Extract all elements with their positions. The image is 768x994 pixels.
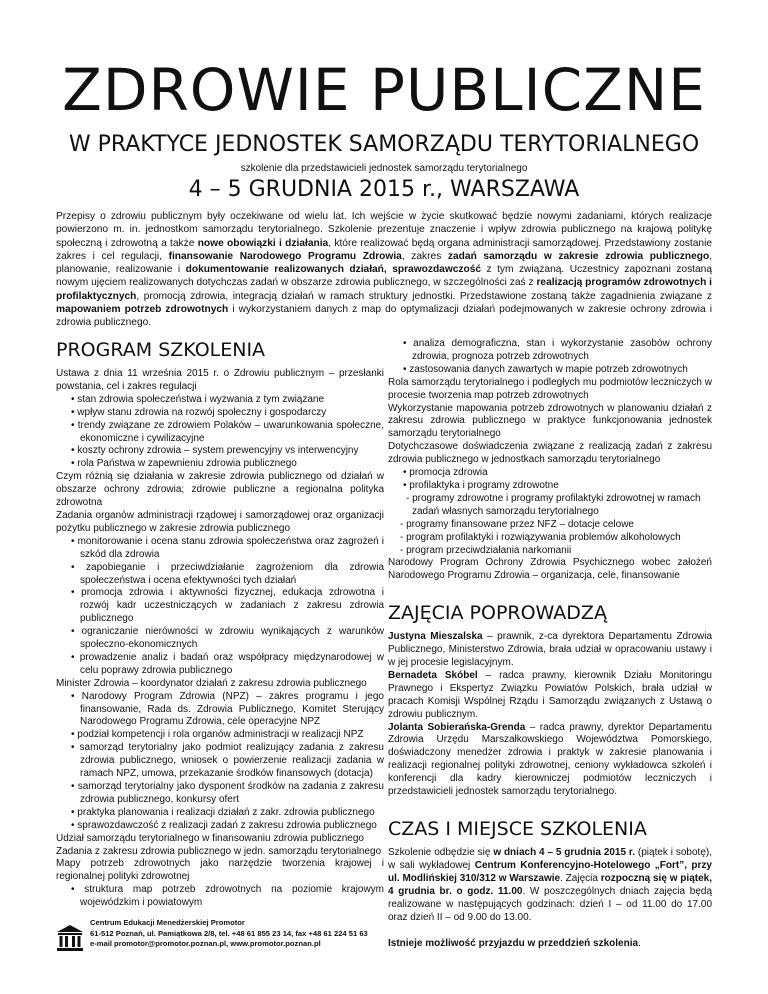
list-item: - program przeciwdziałania narkomanii [400,544,572,556]
bullet-list-3 [56,691,384,833]
list-item: • koszty ochrony zdrowia – system prewencyjny vs interwencyjny [71,445,359,457]
footer-contact: e-mail promotor@promotor.poznan.pl, www.promotor.poznan.pl [90,939,321,949]
bullet-list-5 [388,467,712,493]
footer-text [90,918,368,950]
program-paragraph: Narodowy Program Ochrony Zdrowia Psychicznego wobec założeń Narodowego Programu Zdrowia – organizacja, cele, finansowanie [388,557,712,582]
list-item: - program profilaktyki i rozwiązywania problemów alkoholowych [400,531,681,543]
program-heading: PROGRAM SZKOLENIA [56,339,266,361]
footer-org: Centrum Edukacji Menedżerskiej Promotor [90,918,245,927]
list-item: • zapobieganie i przeciwdziałanie zagrożeniom dla zdrowia społeczeństwa i ocena efektywności tych działań [71,561,384,586]
building-columns-icon [56,924,84,952]
left-column [56,338,384,910]
dash-list [388,493,712,558]
list-item: • analiza demograficzna, stan i wykorzystanie zasobów ochrony zdrowia, prognoza potrzeb zdrowotnych [403,338,712,362]
list-item: • Narodowy Program Zdrowia (NPZ) – zakres programu i jego finansowanie, Rada ds. Zdrowia Publicznego, Komitet Sterujący Narodowego Programu Zdrowia, cele operacyjne NPZ [71,690,384,728]
list-item: • rola Państwa w zapewnieniu zdrowia publicznego [71,458,297,470]
list-item: • trendy związane ze zdrowiem Polaków – uwarunkowania społeczne, ekonomiczne i cywilizacyjne [71,419,384,444]
list-item: - programy zdrowotne i programy profilaktyki zdrowotnej w ramach zadań własnych samorządu terytorialnego [406,492,701,517]
bullet-list-4a [56,884,384,910]
footer-address: 61-512 Poznań, ul. Pamiątkowa 2/8, tel. +48 61 855 23 14, fax +48 61 224 51 63 [90,928,368,938]
venue-paragraph: Szkolenie odbędzie się w dniach 4 – 5 grudnia 2015 r. (piątek i sobotę), w sali wykładowej Centrum Konferencyjno-Hotelowego „Fort”, przy ul. Modlińskiej 310/312 w Warszawie. Zajęcia rozpoczną się w piątek, 4 grudnia br. o godz. 11.00. W poszczególnych dniach zajęcia będą realizowane w następujących godzinach: dzień I – od 11.00 do 17.00 oraz dzień II – od 9.00 do 13.00. [388,847,713,923]
list-item: - programy finansowane przez NFZ – dotacje celowe [400,518,634,530]
list-item: • promocja zdrowia i aktywności fizycznej, edukacja zdrowotna i rozwój kadr uczestniczących w zadaniach z zakresu zdrowia publicznego [71,587,384,625]
trainer-name: Justyna Mieszalska [388,631,483,643]
list-item: • samorząd terytorialny jako podmiot realizujący zadania z zakresu zdrowia publicznego, wniosek o powierzenie realizacji zadania w ramach NPZ, umowa, przekazanie środków finansowych (dotacja) [71,742,384,780]
footer [56,912,416,958]
intro-paragraph: Przepisy o zdrowiu publicznym były oczekiwane od wielu lat. Ich wejście w życie skutkować będzie nowymi zadaniami, których realizacje powierzono m. in. jednostkom samorządu terytorialnego. Szkolenie prezentuje znaczenie i wpływ zdrowia publicznego na krajową politykę społeczną i zdrowotną a także nowe obowiązki i działania, które realizować będą organa administracji samorządowej. Przedstawiony zostanie zakres i cel regulacji, finansowanie Narodowego Programu Zdrowia, zakres zadań samorządu w zakresie zdrowia publicznego, planowanie, realizowanie i dokumentowanie realizowanych działań, sprawozdawczość z tym związaną. Uczestnicy zapoznani zostaną nowym ujęciem realizowanych dotychczas zadań w obszarze zdrowia publicznego, w szczególności zaś z realizacją programów zdrowotnych i profilaktycznych, promocją zdrowia, integracją działań w ramach struktury jednostki. Przedstawione zostaną także zagadnienia związane z mapowaniem potrzeb zdrowotnych i wykorzystaniem danych z map do optymalizacji działań podejmowanych w zakresie ochrony zdrowia i zdrowia publicznego. [56,211,713,329]
list-item: • profilaktyka i programy zdrowotne [403,479,559,491]
program-paragraph: Czym różnią się działania w zakresie zdrowia publicznego od działań w obszarze ochrony zdrowia; zdrowie publiczne a regionalna polityka zdrowotna [56,471,384,509]
program-paragraph: Rola samorządu terytorialnego i podległych mu podmiotów leczniczych w procesie tworzenia map potrzeb zdrowotnych [388,376,712,401]
target-audience: szkolenie dla przedstawicieli jednostek samorządu terytorialnego [240,163,528,174]
document-title: ZDROWIE PUBLICZNE [62,56,706,124]
program-paragraph: Mapy potrzeb zdrowotnych jako narzędzie tworzenia krajowej i regionalnej polityki zdrowotnej [56,858,384,883]
list-item: • praktyka planowania i realizacji działań z zakr. zdrowia publicznego [71,806,375,818]
list-item: • wpływ stanu zdrowia na rozwój społeczny i gospodarczy [71,406,327,418]
list-item: • struktura map potrzeb zdrowotnych na poziomie krajowym wojewódzkim i powiatowym [71,884,384,909]
event-dates: 4 – 5 GRUDNIA 2015 r., WARSZAWA [188,177,580,202]
trainer-entry: Jolanta Sobierańska-Grenda – radca prawny, dyrektor Departamentu Zdrowia Urzędu Marszałkowskiego Województwa Pomorskiego, doświadczony menedżer zdrowia i praktyk w zakresie planowania i realizacji regionalnej polityki zdrowotnej, ceniony wykładowca szkoleń i konferencji dla kadry kierowniczej podmiotów leczniczych i przedstawicieli jednostek samorządu terytorialnego. [388,721,712,798]
bullet-list-2 [56,536,384,678]
program-paragraph: Minister Zdrowia – koordynator działań z zakresu zdrowia publicznego [56,677,367,689]
trainer-name: Bernadeta Skóbel [388,669,478,681]
trainers-heading: ZAJĘCIA POPROWADZĄ [388,602,607,625]
list-item: • sprawozdawczość z realizacji zadań z zakresu zdrowia publicznego [71,819,377,831]
list-item: • zastosowania danych zawartych w mapie potrzeb zdrowotnych [403,363,688,375]
list-item: • promocja zdrowia [403,467,488,479]
list-item: • stan zdrowia społeczeństwa i wyzwania z tym związane [71,393,325,405]
list-item: • prowadzenie analiz i badań oraz współpracy międzynarodowej w celu poprawy zdrowia publicznego [71,651,384,676]
list-item: • samorząd terytorialny jako dysponent środków na zadania z zakresu zdrowia publicznego, konkursy ofert [71,781,384,805]
bullet-list-4b [388,338,712,377]
program-paragraph: Zadania z zakresu zdrowia publicznego w jedn. samorządu terytorialnego [56,845,382,857]
trainer-entry: Bernadeta Skóbel – radca prawny, kierownik Działu Monitoringu Prawnego i Ekspertyz Związku Powiatów Polskich, brała udział w pracach Komisji Wspólnej Rządu i Samorządu związanych z Ustawą o zdrowiu publicznym. [388,669,712,720]
program-paragraph: Wykorzystanie mapowania potrzeb zdrowotnych w planowaniu działań z zakresu zdrowia publicznego w praktyce funkcjonowania jednostek samorządu terytorialnego [388,402,712,440]
document-subtitle: W PRAKTYCE JEDNOSTEK SAMORZĄDU TERYTORIALNEGO [68,132,700,157]
program-paragraph: Ustawa z dnia 11 września 2015 r. o Zdrowiu publicznym – przesłanki powstania, cel i zakres regulacji [56,368,384,392]
list-item: • podział kompetencji i rola organów administracji w realizacji NPZ [71,729,364,741]
venue-note: Istnieje możliwość przyjazdu w przeddzień szkolenia. [388,938,641,950]
trainer-name: Jolanta Sobierańska-Grenda [388,721,526,733]
venue-heading: CZAS I MIEJSCE SZKOLENIA [388,818,647,840]
bullet-list-1 [56,394,384,471]
program-paragraph: Dotychczasowe doświadczenia związane z realizacją zadań z zakresu zdrowia publicznego w jednostkach samorządu terytorialnego [388,441,712,466]
list-item: • monitorowanie i ocena stanu zdrowia społeczeństwa oraz zagrożeń i szkód dla zdrowia [71,535,384,560]
program-paragraph: Zadania organów administracji rządowej i samorządowej oraz organizacji pożytku publicznego w zakresie zdrowia publicznego [56,509,384,534]
program-paragraph: Udział samorządu terytorialnego w finansowaniu zdrowia publicznego [56,832,364,844]
right-column [388,338,712,951]
list-item: • ograniczanie nierówności w zdrowiu wynikających z warunków społeczno-ekonomicznych [71,626,384,651]
trainer-entry: Justyna Mieszalska – prawnik, z-ca dyrektora Departamentu Zdrowia Publicznego, Ministerstwo Zdrowia, brała udział w opracowaniu ustawy i w jej procesie legislacyjnym. [388,631,713,669]
